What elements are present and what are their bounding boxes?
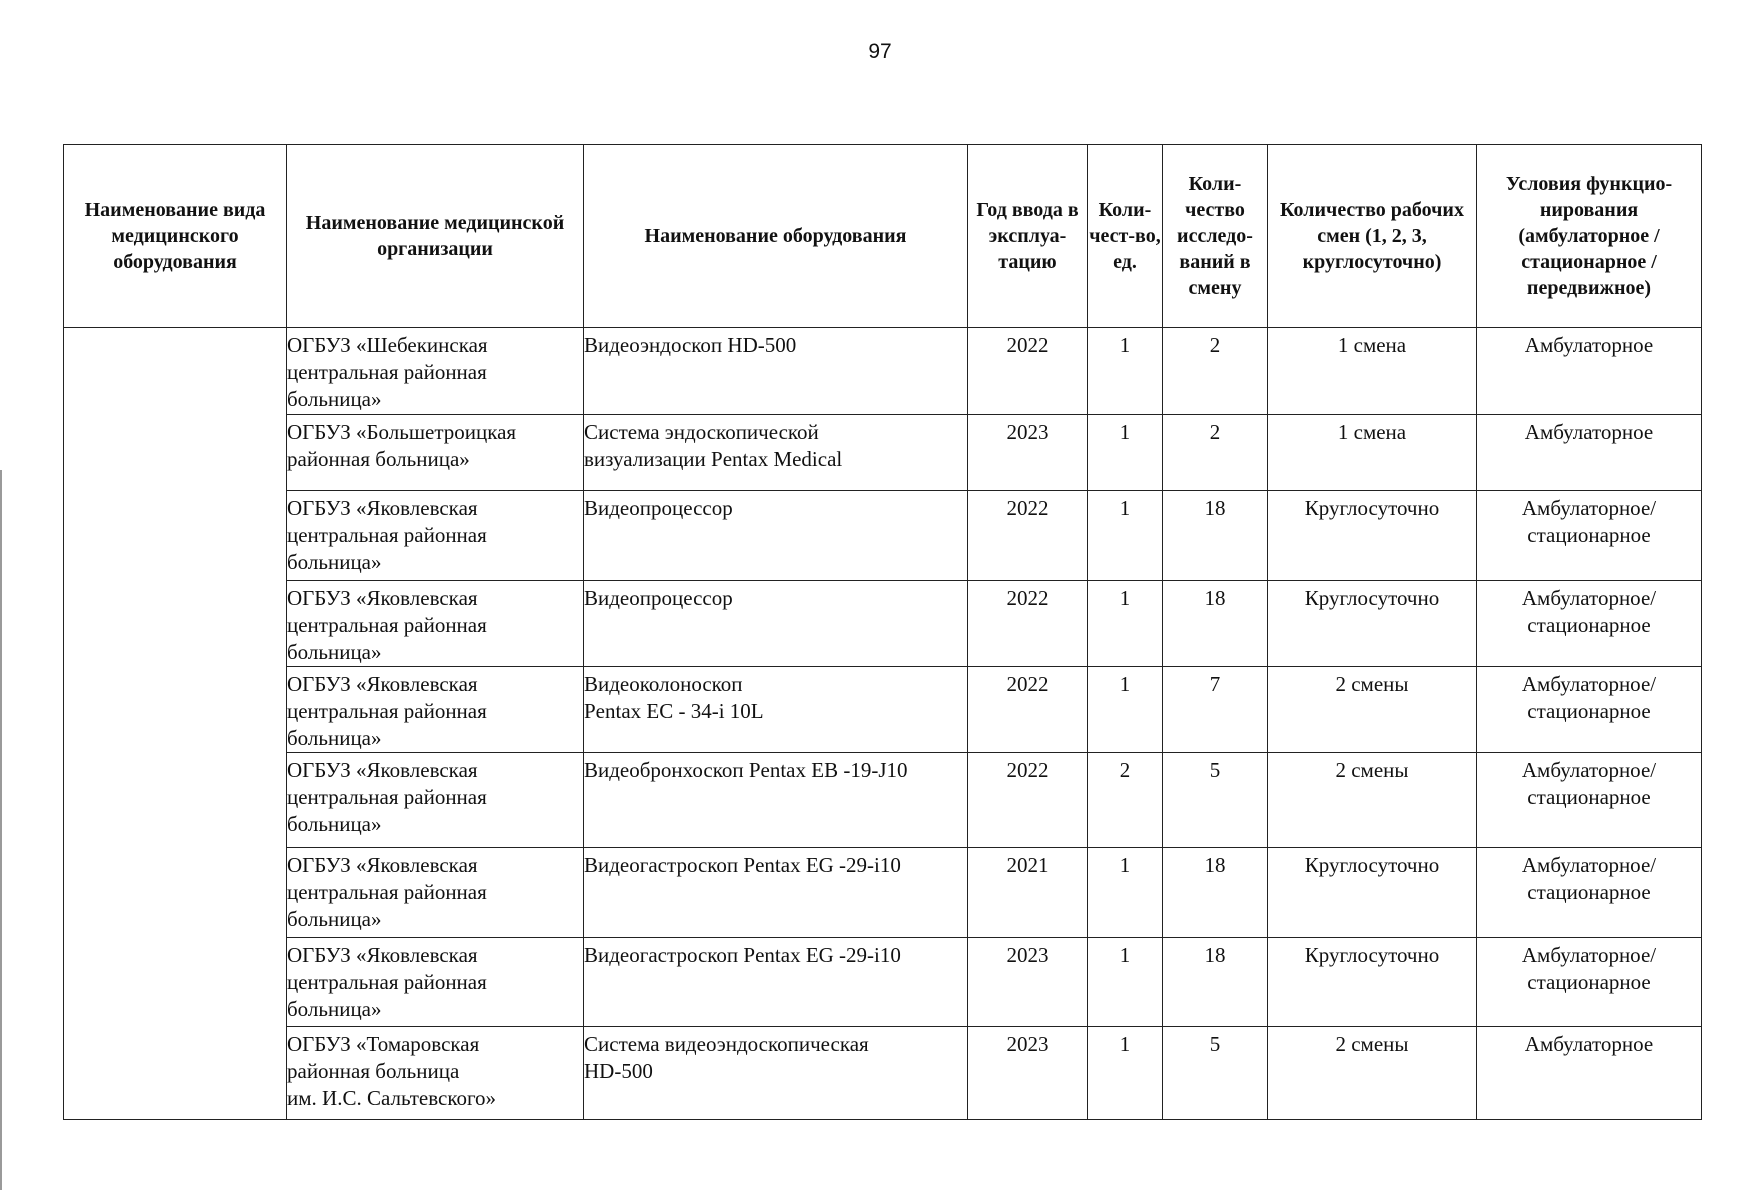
studies-cell: 2	[1163, 328, 1268, 415]
table-row	[64, 753, 1702, 848]
conditions-cell: Амбулаторное/ стационарное	[1477, 938, 1702, 1027]
studies-cell: 18	[1163, 938, 1268, 1027]
header-equipment-name: Наименование оборудования	[584, 145, 968, 328]
conditions-cell: Амбулаторное/ стационарное	[1477, 667, 1702, 753]
header-year: Год ввода в эксплуа-тацию	[968, 145, 1088, 328]
equipment-cell: Видеогастроскоп Pentax EG -29-i10	[584, 938, 968, 1027]
conditions-cell: Амбулаторное/ стационарное	[1477, 491, 1702, 581]
equipment-cell: Система эндоскопической визуализации Pentax Medical	[584, 415, 968, 491]
organization-cell: ОГБУЗ «Яковлевская центральная районная больница»	[287, 667, 584, 753]
header-conditions: Условия функцио-нирования (амбулаторное / стационарное / передвижное)	[1477, 145, 1702, 328]
page-number: 97	[868, 40, 892, 63]
quantity-cell: 1	[1088, 581, 1163, 667]
organization-cell: ОГБУЗ «Яковлевская центральная районная больница»	[287, 848, 584, 938]
shifts-cell: 1 смена	[1268, 328, 1477, 415]
table-row	[64, 938, 1702, 1027]
studies-cell: 18	[1163, 848, 1268, 938]
table-row	[64, 328, 1702, 415]
year-cell: 2022	[968, 753, 1088, 848]
equipment-cell: Видеобронхоскоп Pentax EB -19-J10	[584, 753, 968, 848]
shifts-cell: Круглосуточно	[1268, 848, 1477, 938]
table-row	[64, 415, 1702, 491]
conditions-cell: Амбулаторное/ стационарное	[1477, 753, 1702, 848]
equipment-cell: Видеоколоноскоп Pentax EC - 34-i 10L	[584, 667, 968, 753]
studies-cell: 18	[1163, 491, 1268, 581]
quantity-cell: 1	[1088, 667, 1163, 753]
year-cell: 2023	[968, 1027, 1088, 1120]
conditions-cell: Амбулаторное/ стационарное	[1477, 848, 1702, 938]
studies-cell: 7	[1163, 667, 1268, 753]
table-row	[64, 667, 1702, 753]
equipment-cell: Видеопроцессор	[584, 581, 968, 667]
shifts-cell: Круглосуточно	[1268, 491, 1477, 581]
shifts-cell: Круглосуточно	[1268, 938, 1477, 1027]
equipment-table	[63, 144, 1702, 1120]
conditions-cell: Амбулаторное	[1477, 415, 1702, 491]
equipment-cell: Видеогастроскоп Pentax EG -29-i10	[584, 848, 968, 938]
scan-edge-line	[0, 470, 2, 1190]
studies-cell: 2	[1163, 415, 1268, 491]
table-row	[64, 581, 1702, 667]
conditions-cell: Амбулаторное	[1477, 1027, 1702, 1120]
equipment-cell: Видеопроцессор	[584, 491, 968, 581]
shifts-cell: 2 смены	[1268, 753, 1477, 848]
organization-cell: ОГБУЗ «Яковлевская центральная районная больница»	[287, 491, 584, 581]
header-shifts: Количество рабочих смен (1, 2, 3, круглосуточно)	[1268, 145, 1477, 328]
studies-cell: 18	[1163, 581, 1268, 667]
conditions-cell: Амбулаторное/ стационарное	[1477, 581, 1702, 667]
quantity-cell: 1	[1088, 1027, 1163, 1120]
year-cell: 2022	[968, 491, 1088, 581]
table-row	[64, 1027, 1702, 1120]
studies-cell: 5	[1163, 1027, 1268, 1120]
header-quantity: Коли-чест-во, ед.	[1088, 145, 1163, 328]
table-row	[64, 491, 1702, 581]
quantity-cell: 1	[1088, 415, 1163, 491]
year-cell: 2021	[968, 848, 1088, 938]
year-cell: 2022	[968, 667, 1088, 753]
quantity-cell: 1	[1088, 848, 1163, 938]
equipment-cell: Видеоэндоскоп HD-500	[584, 328, 968, 415]
shifts-cell: 1 смена	[1268, 415, 1477, 491]
organization-cell: ОГБУЗ «Большетроицкая районная больница»	[287, 415, 584, 491]
table-row	[64, 848, 1702, 938]
year-cell: 2023	[968, 938, 1088, 1027]
quantity-cell: 1	[1088, 491, 1163, 581]
year-cell: 2022	[968, 328, 1088, 415]
shifts-cell: Круглосуточно	[1268, 581, 1477, 667]
equipment-type-cell	[64, 328, 287, 1120]
year-cell: 2022	[968, 581, 1088, 667]
header-equipment-type: Наименование вида медицинского оборудования	[64, 145, 287, 328]
table-header-row	[64, 145, 1702, 328]
header-studies: Коли-чество исследо-ваний в смену	[1163, 145, 1268, 328]
shifts-cell: 2 смены	[1268, 667, 1477, 753]
organization-cell: ОГБУЗ «Яковлевская центральная районная больница»	[287, 938, 584, 1027]
organization-cell: ОГБУЗ «Шебекинская центральная районная больница»	[287, 328, 584, 415]
header-organization: Наименование медицинской организации	[287, 145, 584, 328]
organization-cell: ОГБУЗ «Яковлевская центральная районная больница»	[287, 581, 584, 667]
quantity-cell: 1	[1088, 938, 1163, 1027]
organization-cell: ОГБУЗ «Яковлевская центральная районная больница»	[287, 753, 584, 848]
quantity-cell: 1	[1088, 328, 1163, 415]
organization-cell: ОГБУЗ «Томаровская районная больница им. И.С. Сальтевского»	[287, 1027, 584, 1120]
equipment-cell: Система видеоэндоскопическая HD-500	[584, 1027, 968, 1120]
shifts-cell: 2 смены	[1268, 1027, 1477, 1120]
quantity-cell: 2	[1088, 753, 1163, 848]
studies-cell: 5	[1163, 753, 1268, 848]
year-cell: 2023	[968, 415, 1088, 491]
conditions-cell: Амбулаторное	[1477, 328, 1702, 415]
